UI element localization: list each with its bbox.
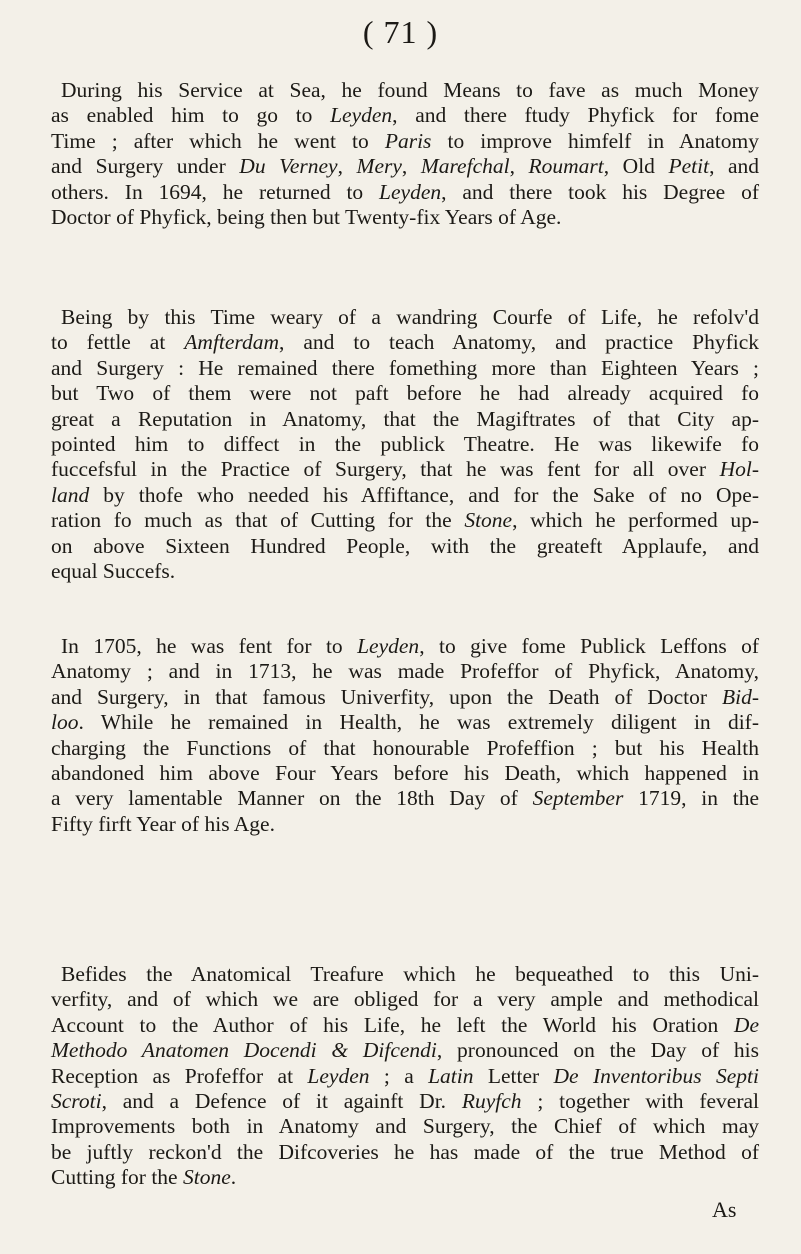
text-run: Fifty firft Year of his Age. <box>51 811 275 836</box>
italic-text: September <box>532 786 624 811</box>
text-run: Befides the Anatomical Treafure which he bequeathed to this Uni- <box>61 962 759 986</box>
text-run: , which he performed up- <box>512 508 759 533</box>
text-run: to fettle at <box>51 330 185 355</box>
text-line <box>51 786 759 811</box>
text-line <box>51 710 759 735</box>
italic-text: Bid- <box>721 684 759 709</box>
text-run: to improve himfelf in Anatomy <box>431 128 759 153</box>
italic-text: Leyden <box>379 179 442 204</box>
italic-text: Mery <box>356 154 402 179</box>
text-run: Anatomy ; and in 1713, he was made Profeffor of Phyfick, Anatomy, <box>51 659 759 684</box>
paragraph-4 <box>51 962 759 1191</box>
italic-text: Stone <box>464 508 513 533</box>
text-run: , Old <box>603 154 669 179</box>
text-line <box>51 457 759 482</box>
text-run: , and there took his Degree of <box>441 179 759 204</box>
text-line <box>51 356 759 381</box>
text-line <box>51 483 759 508</box>
text-run: Letter <box>473 1063 554 1088</box>
text-line <box>51 129 759 154</box>
text-run: , to give fome Publick Leffons of <box>419 634 760 658</box>
text-run: , and a Defence of it againft Dr. <box>101 1089 462 1114</box>
text-run: , <box>337 154 357 179</box>
text-run: equal Succefs. <box>51 559 176 584</box>
text-run: be juftly reckon'd the Difcoveries he has made of the true Method of <box>51 1139 759 1164</box>
text-run: , and <box>709 154 760 179</box>
text-line <box>51 154 759 179</box>
text-run: . <box>230 1165 237 1190</box>
text-run: During his Service at Sea, he found Means to fave as much Money <box>61 78 759 102</box>
italic-text: Stone <box>182 1165 231 1190</box>
italic-text: Latin <box>428 1063 474 1088</box>
text-run: Improvements both in Anatomy and Surgery, the Chief of which may <box>51 1114 759 1139</box>
catchword: As <box>712 1197 737 1222</box>
text-run: by thofe who needed his Affiftance, and for the Sake of no Ope- <box>89 482 759 507</box>
text-run: , pronounced on the Day of his <box>436 1038 759 1063</box>
italic-text: Leyden <box>330 103 393 128</box>
text-line <box>51 534 759 559</box>
text-line <box>51 1165 759 1190</box>
italic-text: Du Verney <box>239 154 338 179</box>
text-line <box>51 559 759 584</box>
text-line <box>51 685 759 710</box>
italic-text: Amfterdam <box>184 330 280 355</box>
text-line <box>51 634 759 659</box>
italic-text: Marefchal <box>420 154 510 179</box>
paragraph-1 <box>51 78 759 230</box>
text-run: , and to teach Anatomy, and practice Phyfick <box>279 330 759 355</box>
italic-text: Leyden <box>357 634 420 658</box>
text-run: on above Sixteen Hundred People, with the greateft Applaufe, and <box>51 533 759 558</box>
italic-text: Petit <box>668 154 710 179</box>
text-line <box>51 736 759 761</box>
text-run: verfity, and of which we are obliged for a very ample and methodical <box>51 987 759 1012</box>
text-run: as enabled him to go to <box>51 103 331 128</box>
text-line <box>51 962 759 987</box>
italic-text: Roumart <box>528 154 604 179</box>
text-line <box>51 1064 759 1089</box>
text-line <box>51 508 759 533</box>
text-run: fuccefsful in the Practice of Surgery, that he was fent for all over <box>51 457 720 482</box>
text-line <box>51 659 759 684</box>
text-run: charging the Functions of that honourable Profeffion ; but his Health <box>51 735 759 760</box>
text-line <box>51 812 759 837</box>
text-run: In 1705, he was fent for to <box>61 634 358 658</box>
text-run: others. In 1694, he returned to <box>51 179 380 204</box>
italic-text: Paris <box>384 128 432 153</box>
text-line <box>51 1013 759 1038</box>
text-run: ; a <box>369 1063 429 1088</box>
page-number: ( 71 ) <box>362 14 439 50</box>
text-run: Doctor of Phyfick, being then but Twenty-fix Years of Age. <box>51 205 562 230</box>
text-run: and Surgery, in that famous Univerfity, upon the Death of Doctor <box>51 684 722 709</box>
italic-text: Ruyfch <box>461 1089 522 1114</box>
text-run: and Surgery : He remained there fomething more than Eighteen Years ; <box>51 355 759 380</box>
text-run: abandoned him above Four Years before his Death, which happened in <box>51 761 759 786</box>
italic-text: loo <box>51 710 79 735</box>
italic-text: De <box>733 1012 759 1037</box>
text-run: , <box>401 154 421 179</box>
text-line <box>51 305 759 330</box>
text-run: pointed him to diffect in the publick Theatre. He was likewife fo <box>51 432 759 457</box>
text-line <box>51 180 759 205</box>
text-run: Being by this Time weary of a wandring Courfe of Life, he refolv'd <box>61 305 759 329</box>
text-run: Cutting for the <box>51 1165 183 1190</box>
italic-text: De Inventoribus Septi <box>553 1063 759 1088</box>
text-run: Time ; after which he went to <box>51 128 385 153</box>
text-run: , and there ftudy Phyfick for fome <box>392 103 759 128</box>
text-run: ; together with feveral <box>521 1089 759 1114</box>
text-run: , <box>509 154 529 179</box>
paragraph-2 <box>51 305 759 584</box>
paragraph-3 <box>51 634 759 837</box>
text-line <box>51 1114 759 1139</box>
text-line <box>51 407 759 432</box>
text-line <box>51 432 759 457</box>
text-line <box>51 987 759 1012</box>
text-line <box>51 1140 759 1165</box>
text-run: . While he remained in Health, he was extremely diligent in dif- <box>78 710 759 735</box>
text-line <box>51 330 759 355</box>
text-line <box>51 205 759 230</box>
italic-text: Hol- <box>719 457 759 482</box>
text-run: great a Reputation in Anatomy, that the Magiftrates of that City ap- <box>51 406 759 431</box>
text-line <box>51 103 759 128</box>
text-run: ration fo much as that of Cutting for the <box>51 508 465 533</box>
text-run: Reception as Profeffor at <box>51 1063 308 1088</box>
text-line <box>51 1038 759 1063</box>
text-run: 1719, in the <box>623 786 760 811</box>
text-line <box>51 1089 759 1114</box>
text-line <box>51 761 759 786</box>
italic-text: land <box>51 482 90 507</box>
text-line <box>51 78 759 103</box>
italic-text: Scroti <box>51 1089 102 1114</box>
italic-text: Leyden <box>307 1063 370 1088</box>
text-line <box>51 381 759 406</box>
text-run: and Surgery under <box>51 154 240 179</box>
text-run: a very lamentable Manner on the 18th Day of <box>51 786 533 811</box>
italic-text: Methodo Anatomen Docendi & Difcendi <box>51 1038 437 1063</box>
text-run: Account to the Author of his Life, he left the World his Oration <box>51 1012 734 1037</box>
text-run: but Two of them were not paft before he had already acquired fo <box>51 381 759 406</box>
